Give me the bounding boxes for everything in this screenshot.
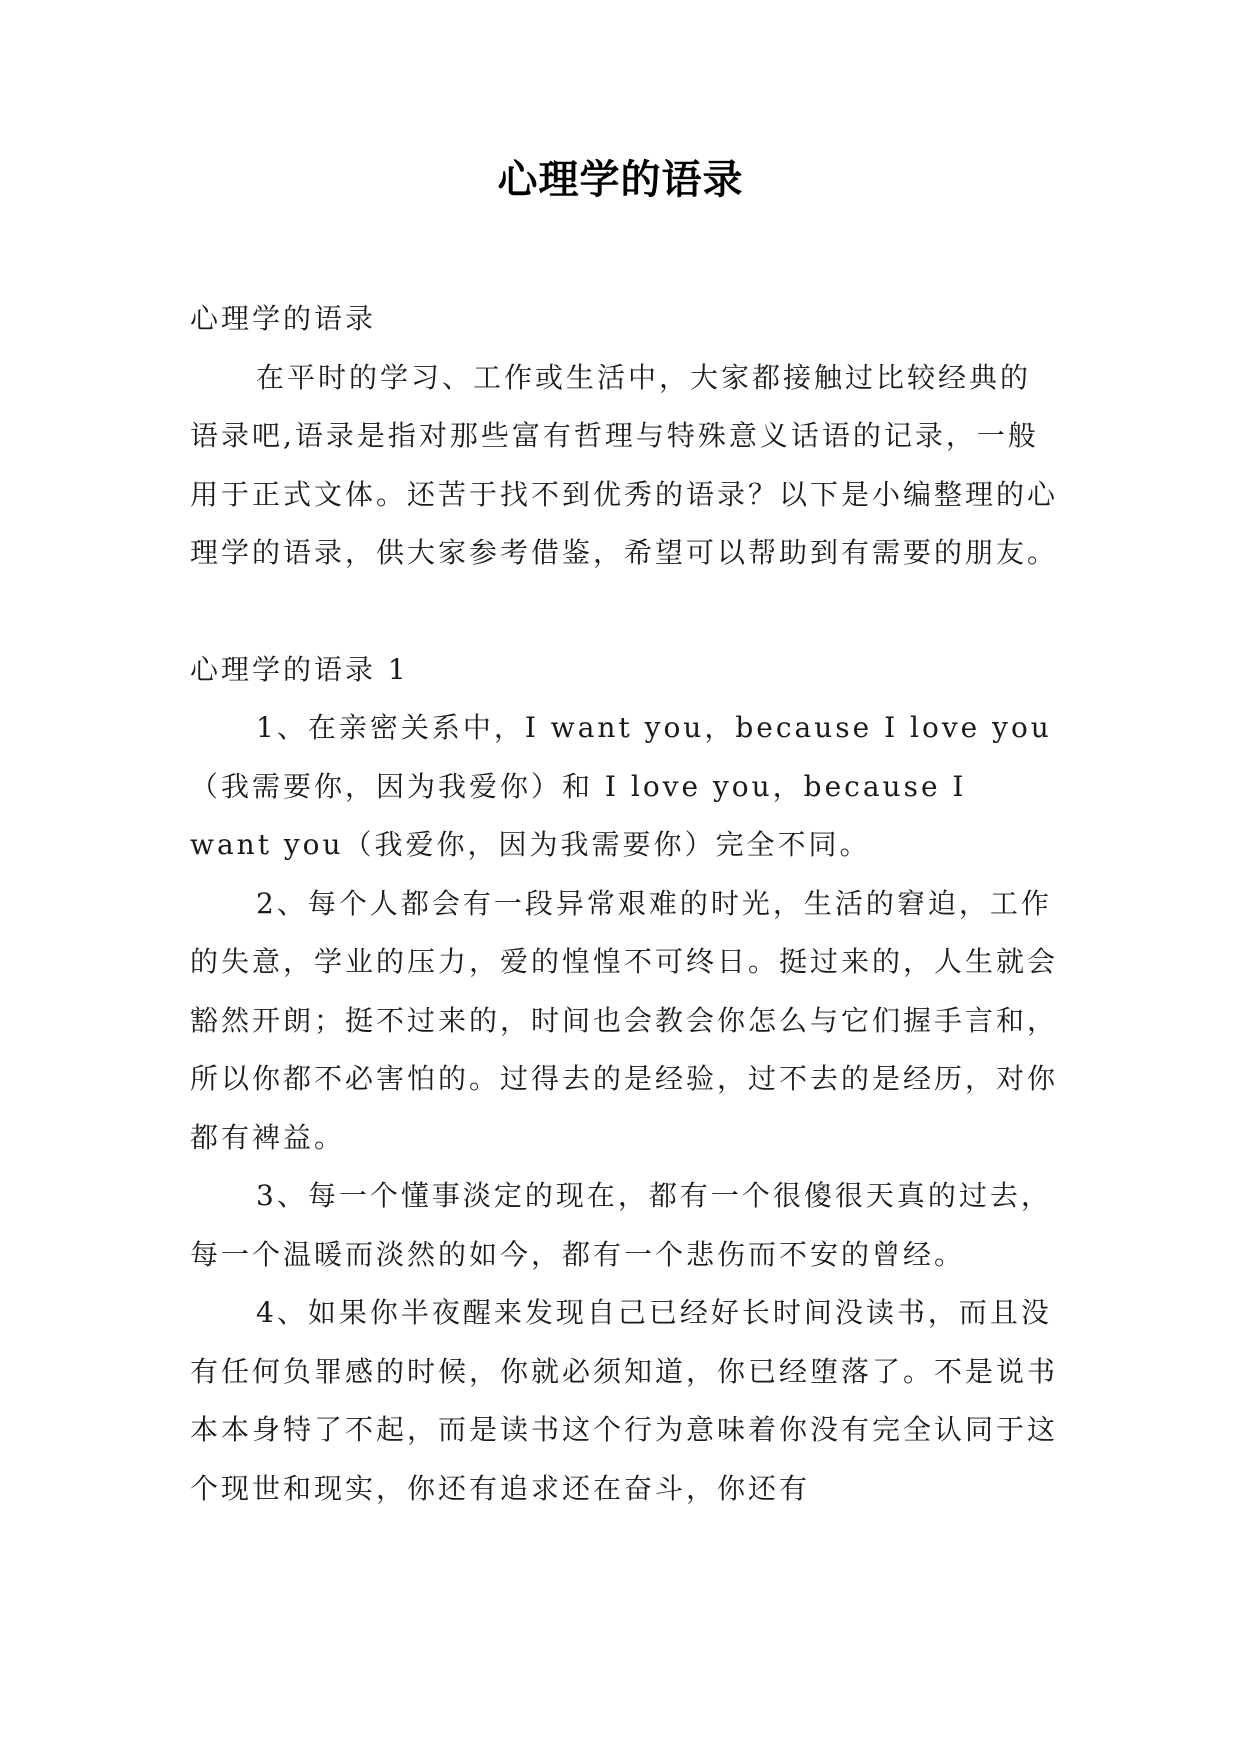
intro-paragraph: 在平时的学习、工作或生活中，大家都接触过比较经典的语录吧,语录是指对那些富有哲理与特殊意义话语的记录，一般用于正式文体。还苦于找不到优秀的语录？以下是小编整理的心理学的语录，供大家参考借鉴，希望可以帮助到有需要的朋友。 — [190, 360, 1059, 569]
document-body — [190, 290, 1060, 1518]
quote-paragraph: 4、如果你半夜醒来发现自己已经好长时间没读书，而且没有任何负罪感的时候，你就必须知道，你已经堕落了。不是说书本本身特了不起，而是读书这个行为意味着你没有完全认同于这个现世和现实，你还有追求还在奋斗，你还有 — [190, 1296, 1059, 1505]
intro-heading: 心理学的语录 — [190, 302, 377, 335]
section-heading: 心理学的语录 1 — [190, 652, 409, 686]
quote-paragraph: 1、在亲密关系中，I want you，because I love you（我需要你，因为我爱你）和 I love you，because I want you（我爱你，因为我需要你）完全不同。 — [190, 711, 1052, 861]
quote-paragraph: 2、每个人都会有一段异常艰难的时光，生活的窘迫，工作的失意，学业的压力，爱的惶惶不可终日。挺过来的，人生就会豁然开朗；挺不过来的，时间也会教会你怎么与它们握手言和，所以你都不必害怕的。过得去的是经验，过不去的是经历，对你都有裨益。 — [190, 886, 1059, 1154]
quote-paragraph: 3、每一个懂事淡定的现在，都有一个很傻很天真的过去，每一个温暖而淡然的如今，都有一个悲伤而不安的曾经。 — [190, 1179, 1052, 1271]
section-spacer — [190, 583, 1060, 641]
document-title: 心理学的语录 — [497, 156, 744, 203]
